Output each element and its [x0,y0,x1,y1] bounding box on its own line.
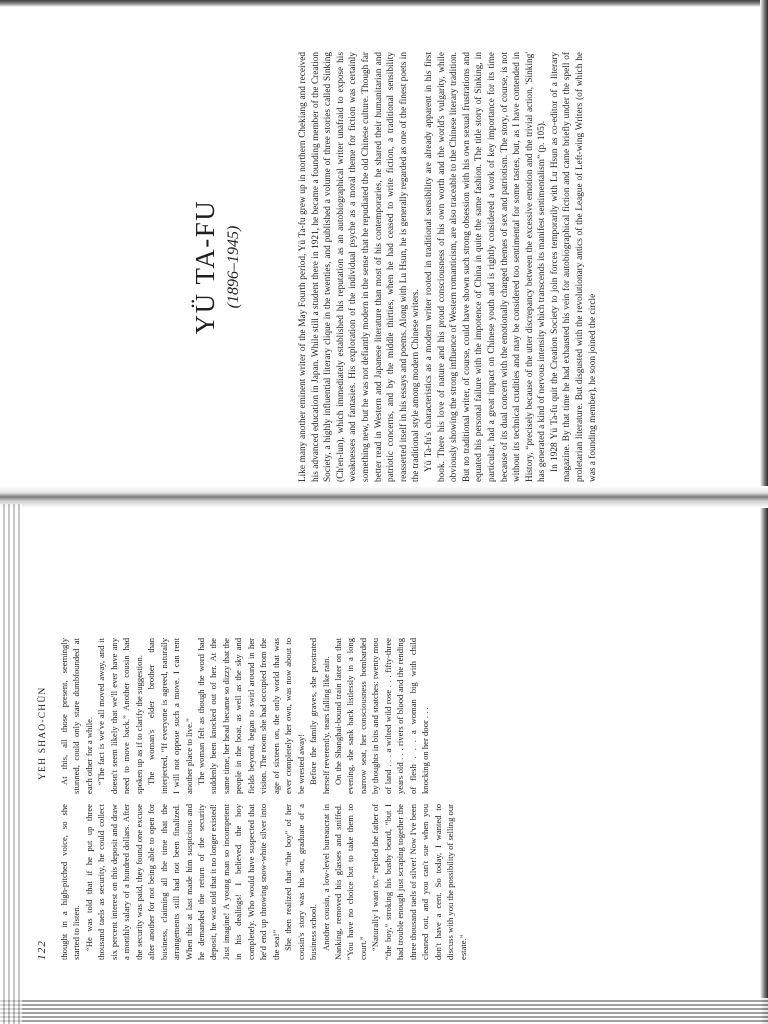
chapter-title: YÜ TA-FU [190,199,220,335]
paragraph: “He was told that if he put up three thousand taels as security, he could collect six percent interest on this deposit and draw a monthly salary of a hundred dollars. After the security was paid, they found one excuse after another for not being able to open for business, claiming all the time that the arrangements still had not been finalized. When this at last made him suspicious and he demanded the return of the security deposit, he was told that it no longer existed! Just imagine! A young man so incompetent in his dealings! I believed the boy completely. Who would have suspected that he'd end up throwing snow-white silver into the sea!” [83,804,281,960]
scan-edge-bottom [0,998,768,1024]
paragraph: The woman's elder brother than interjected, “If everyone is agreed, naturally I will not oppose such a move. I can rent another place to live.” [146,638,194,794]
paragraph: The woman felt as though the word had suddenly been knocked out of her. At the same time, her head became so dizzy that the people in the boat, as well as the sky and fields beyond, began to swirl around in her vision. The room she had occupied from the age of sixteen on, the only world that was ever completely her own, was now about to be wrested away! [195,638,306,794]
left-page-column-1 [58,804,469,960]
scan-edge-right [760,0,768,1024]
page-number: 122 [36,939,48,960]
left-page-column-2 [58,638,469,794]
paragraph: On the Shanghai-bound train later on that evening, she sank back listlessly in a long narrow seat, her consciousness bombarded by thoughts in bits and snatches: twenty mou of land . . . a wilted wild rose . . . fifty-three years old . . . rivers of blood and the rending of flesh . . . a woman big with child knocking on her door . . . [332,638,431,794]
paragraph: In 1928 Yü Ta-fu quit the Creation Society to join forces temporarily with Lu Hsun as co-editor of a literary magazine. By that time he had exhausted his vein for autobiographical fiction and came briefly under the spell of proletarian literature. But disgusted with the revolutionary antics of the League of Left-wing Writers (of which he was a founding member), he soon joined the circle [549,52,598,482]
paragraph: At this, all those present, seemingly stunned, could only stare dumbfounded at each other for a while. [59,638,94,794]
running-head-title: YEH SHAO-CHÜN [38,686,48,780]
author-dates: (1896–1945) [225,225,242,309]
running-head [36,500,54,960]
paragraph: Another cousin, a low-level bureaucrat in Nanking, removed his glasses and sniffed. “You have no choice but to take them to court.” [320,804,368,960]
paragraph: thought in a high-pitched voice, so she started to listen. [59,804,82,960]
paragraph: “Naturally I want to,” replied the father of “the boy,” stroking his bushy beard, “but I had trouble enough just scraping together the three thousand taels of silver! Now I've been cleaned out, and you can't sue when you don't have a cent. So today, I wanted to discuss with you the possibility of selling our estate.” [370,804,468,960]
paragraph: “The fact is we've all moved away, and it doesn't seem likely that we'll ever have any need to move back.” Another cousin had spoken up as if to clarify the suggestion. [96,638,144,794]
paragraph: Like many another eminent writer of the May Fourth period, Yü Ta-fu grew up in northern Chekiang and received his advanced education in Japan. While still a student there in 1921, he became a founding member of the Creation Society, a highly influential literary clique in the twenties, and published a volume of three stories called Sinking (Ch'en-lun), which immediately established his reputation as an autobiographical writer unafraid to expose his weaknesses and fantasies. His exploration of the individual psyche as a moral theme for fiction was certainly something new, but he was not defiantly modern in the sense that he repudiated the old Chinese culture. Though far better read in Western and Japanese literature than most of his contemporaries, he shared their humanitarian and patriotic concerns, and by the middle thirties, when he had ceased to write fiction, a traditional sensibility reasserted itself in his essays and poems. Along with Lu Hsun, he is generally regarded as one of the finest poets in the traditional style among modern Chinese writers. [298,52,422,482]
page-stack-edge [0,504,22,1024]
paragraph: Yü Ta-fu's characteristics as a modern writer rooted in traditional sensibility are already apparent in his first book. There his love of nature and his proud consciousness of his own worth and the world's vulgarity, while obviously showing the strong influence of Western romanticism, are also traceable to the Chinese literary tradition. But no traditional writer, of course, could have shown such strong obsession with his own sexual frustrations and equated his personal failure with the impotence of China in quite the same fashion. The title story of Sinking, in particular, had a great impact on Chinese youth and is rightly considered a work of key importance for its time because of its dual concern with the emotionally charged themes of sex and patriotism. The story, of course, is not without its technical crudities and may be considered too sentimental for some tastes, but, as I have contended in History, “precisely because of the utter discrepancy between the excessive emotion and the trivial action, 'Sinking' has generated a kind of nervous intensity which transcends its manifest sentimentalism” (p. 105). [423,52,548,482]
right-page [190,52,630,482]
left-page [36,500,496,960]
scan-edge-top [0,0,768,7]
introduction-text [297,52,599,482]
paragraph: Before the family graves, she prostrated herself reverently, tears falling like rain. [308,638,331,794]
paragraph: She then realized that “the boy” of her cousin's story was his son, graduate of a business school. [283,804,319,960]
